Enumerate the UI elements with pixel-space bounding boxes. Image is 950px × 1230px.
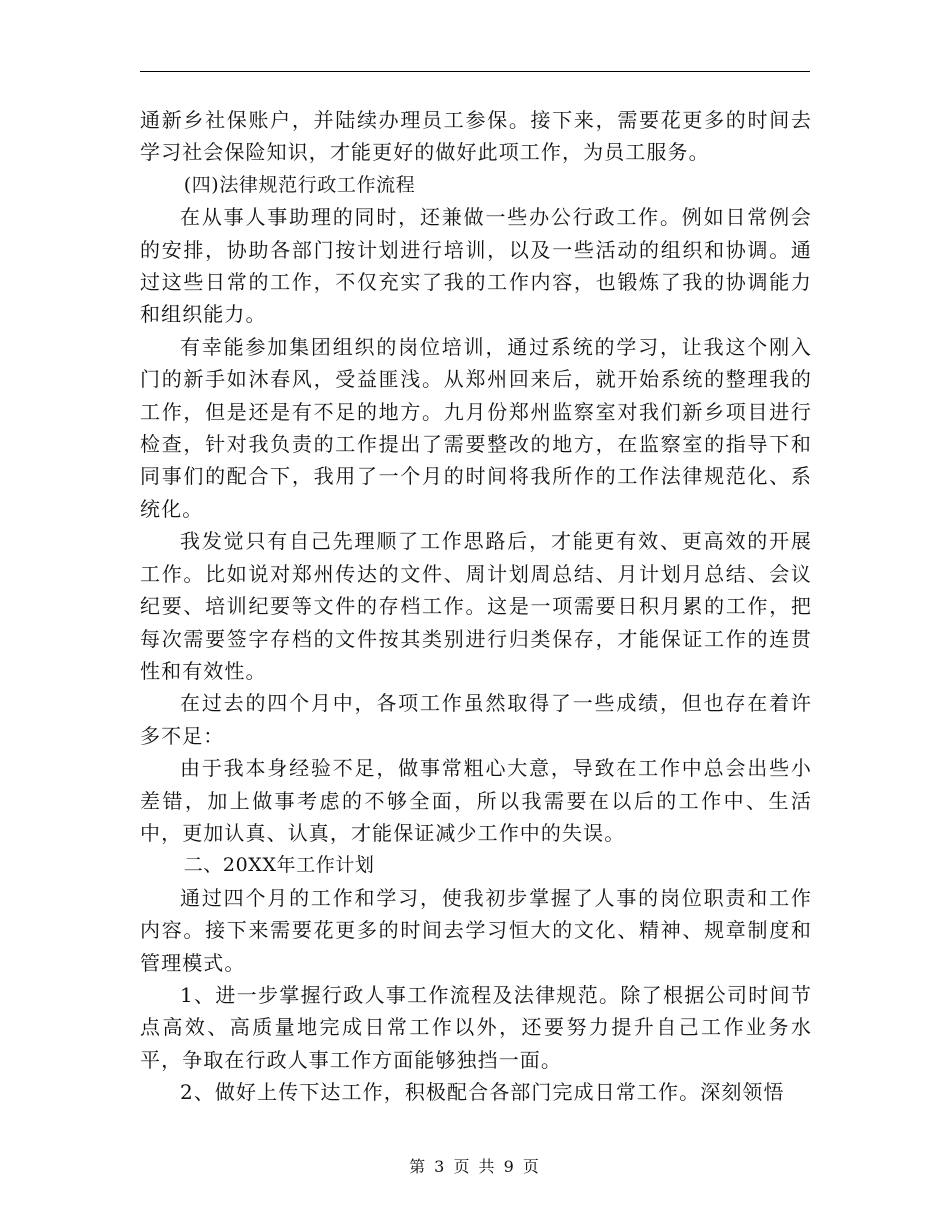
paragraph: 2、做好上传下达工作，积极配合各部门完成日常工作。深刻领悟 — [180, 1080, 785, 1105]
document-body — [140, 104, 812, 1109]
paragraph: 通新乡社保账户，并陆续办理员工参保。接下来，需要花更多的时间去学习社会保险知识，才能更好的做好此项工作，为员工服务。 — [140, 108, 812, 165]
section-heading: 二、20XX年工作计划 — [183, 854, 375, 877]
paragraph: 我发觉只有自己先理顺了工作思路后，才能更有效、更高效的开展工作。比如说对郑州传达的文件、周计划周总结、月计划月总结、会议纪要、培训纪要等文件的存档工作。这是一项需要日积月累的工作，把每次需要签字存档的文件按其类别进行归类保存，才能保证工作的连贯性和有效性。 — [140, 529, 812, 683]
paragraph: 在过去的四个月中，各项工作虽然取得了一些成绩，但也存在着许多不足： — [140, 691, 812, 748]
paragraph: 1、进一步掌握行政人事工作流程及法律规范。除了根据公司时间节点高效、高质量地完成日常工作以外，还要努力提升自己工作业务水平，争取在行政人事工作方面能够独挡一面。 — [140, 982, 812, 1072]
paragraph: 由于我本身经验不足，做事常粗心大意，导致在工作中总会出些小差错，加上做事考虑的不够全面，所以我需要在以后的工作中、生活中，更加认真、认真，才能保证减少工作中的失误。 — [140, 756, 812, 845]
section-heading: (四)法律规范行政工作流程 — [183, 173, 416, 196]
page-number-footer: 第 3 页 共 9 页 — [409, 1157, 541, 1176]
paragraph: 在从事人事助理的同时，还兼做一些办公行政工作。例如日常例会的安排，协助各部门按计划进行培训，以及一些活动的组织和协调。通过这些日常的工作，不仅充实了我的工作内容，也锻炼了我的协调能力和组织能力。 — [140, 205, 812, 327]
paragraph: 有幸能参加集团组织的岗位培训，通过系统的学习，让我这个刚入门的新手如沐春风，受益匪浅。从郑州回来后，就开始系统的整理我的工作，但是还是有不足的地方。九月份郑州监察室对我们新乡项目进行检查，针对我负责的工作提出了需要整改的地方，在监察室的指导下和同事们的配合下，我用了一个月的时间将我所作的工作法律规范化、系统化。 — [140, 334, 812, 521]
header-rule — [140, 71, 810, 72]
paragraph: 通过四个月的工作和学习，使我初步掌握了人事的岗位职责和工作内容。接下来需要花更多的时间去学习恒大的文化、精神、规章制度和管理模式。 — [140, 885, 812, 975]
